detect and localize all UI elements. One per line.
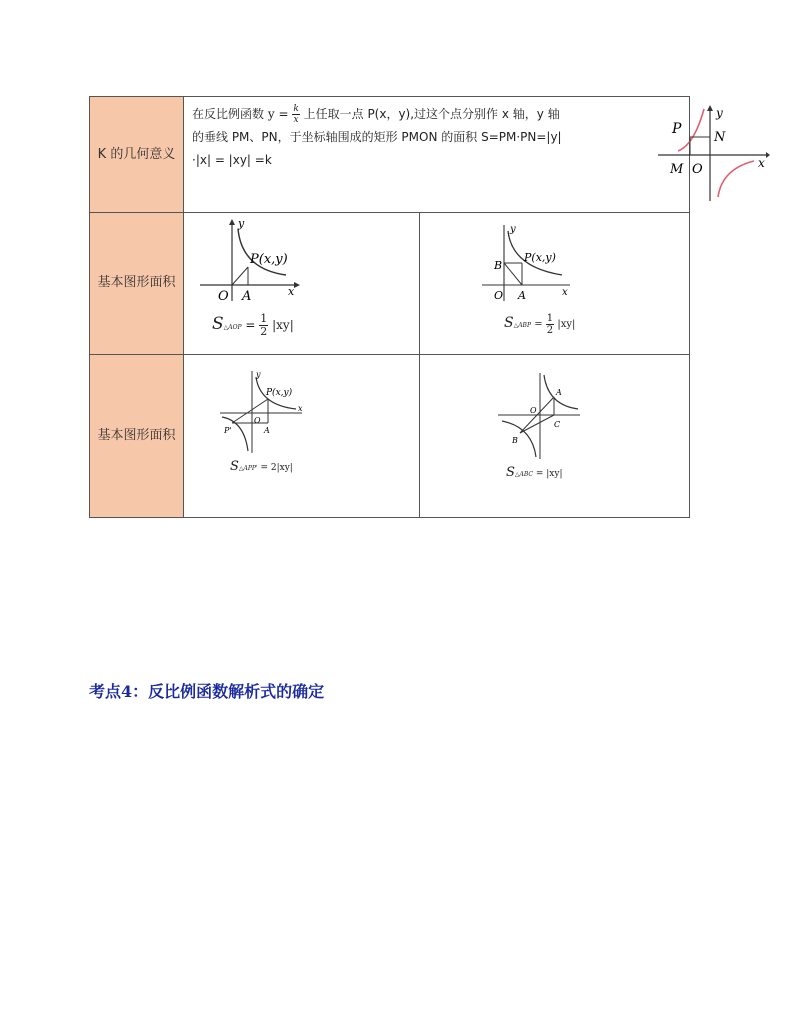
hyperbola-branch-2 [502, 421, 536, 457]
abp-graph [482, 223, 572, 303]
formula-rest: = 2|xy| [260, 462, 293, 473]
k-meaning-cell [184, 97, 765, 213]
label-O: O [692, 162, 703, 177]
formula-fraction [259, 313, 268, 338]
label-P: P(x,y) [266, 387, 293, 398]
label-A: A [556, 387, 562, 397]
y-arrow [707, 105, 713, 111]
row-header: K 的几何意义 [90, 97, 184, 213]
app-cell [184, 354, 420, 517]
label-P: P(x,y) [250, 252, 288, 268]
formula-rest: = |xy| [535, 468, 563, 479]
x-arrow [294, 282, 300, 288]
label-O: O [218, 289, 229, 302]
label-P: P(x,y) [524, 251, 556, 265]
x-arrow [766, 152, 770, 158]
section-heading: 考点4：反比例函数解析式的确定 [89, 682, 325, 701]
formula-abs: |xy| [557, 319, 576, 331]
label-O: O [494, 289, 504, 303]
k-meaning-text [192, 103, 562, 172]
func-lhs: y = [267, 107, 289, 121]
label-B: B [494, 259, 503, 273]
row-header: 基本图形面积 [90, 354, 184, 517]
abc-cell [420, 354, 690, 517]
aop-graph [200, 217, 304, 301]
func-den: x [293, 115, 299, 125]
hyperbola-branch-2 [718, 161, 754, 197]
table-row [90, 354, 690, 517]
label-A: A [264, 425, 270, 435]
label-y: y [716, 106, 723, 120]
hyperbola-branch-1 [678, 109, 704, 151]
op-segment [232, 267, 248, 285]
app-graph [220, 369, 304, 453]
abp-formula [504, 313, 575, 336]
formula-eq: = [245, 318, 256, 333]
row-header: 基本图形面积 [90, 213, 184, 354]
table-row [90, 97, 690, 213]
aop-cell [184, 213, 420, 354]
abp-cell [420, 213, 690, 354]
label-x: x [298, 403, 303, 413]
formula-sub: △AOP [223, 324, 242, 332]
label-y: y [510, 224, 516, 236]
desc-part2: 上任取一点 P(x，y),过这个点分别作 x 轴，y 轴的垂线 PM、PN，于坐标轴围成的矩形 PMON 的面积 S=PM·PN=|y|·|x| = |xy| =k [192, 107, 562, 167]
desc-part1: 在反比例函数 [192, 107, 265, 121]
formula-num: 1 [546, 313, 554, 325]
label-O: O [530, 405, 537, 415]
label-O: O [254, 415, 261, 425]
table-row [90, 213, 690, 354]
aop-formula [212, 313, 294, 338]
label-x: x [288, 285, 295, 299]
label-N: N [714, 130, 726, 145]
pmon-graph [658, 105, 770, 201]
bc-segment [520, 415, 554, 433]
ba-segment [504, 263, 522, 285]
label-y: y [238, 217, 245, 231]
func-fraction [292, 104, 299, 125]
y-arrow [229, 219, 235, 225]
formula-sub: △ABP [513, 322, 531, 330]
formula-abs: |xy| [272, 318, 294, 333]
abc-formula [506, 465, 562, 480]
knowledge-table [89, 96, 765, 518]
label-B: B [512, 435, 518, 445]
formula-sub: △ABC [514, 470, 533, 478]
formula-den: 2 [260, 325, 268, 339]
label-M: M [670, 162, 684, 177]
formula-S: S [212, 314, 224, 335]
label-x: x [758, 156, 765, 170]
label-A: A [242, 289, 252, 302]
label-x: x [562, 287, 568, 299]
label-A: A [518, 289, 526, 303]
label-P: P [672, 121, 682, 137]
label-C: C [554, 419, 561, 429]
formula-num: 1 [260, 312, 268, 326]
formula-S: S [230, 458, 239, 474]
formula-S: S [504, 315, 514, 332]
pp-line [232, 399, 268, 423]
formula-fraction [546, 313, 554, 336]
label-y: y [256, 369, 261, 379]
formula-den: 2 [546, 325, 554, 337]
formula-eq: = [534, 319, 543, 331]
label-P-prime: P' [224, 425, 232, 435]
abc-graph [498, 371, 582, 461]
formula-S: S [506, 464, 515, 480]
func-num: k [293, 104, 299, 114]
formula-sub: △APP' [238, 464, 258, 472]
app-formula [230, 459, 293, 474]
